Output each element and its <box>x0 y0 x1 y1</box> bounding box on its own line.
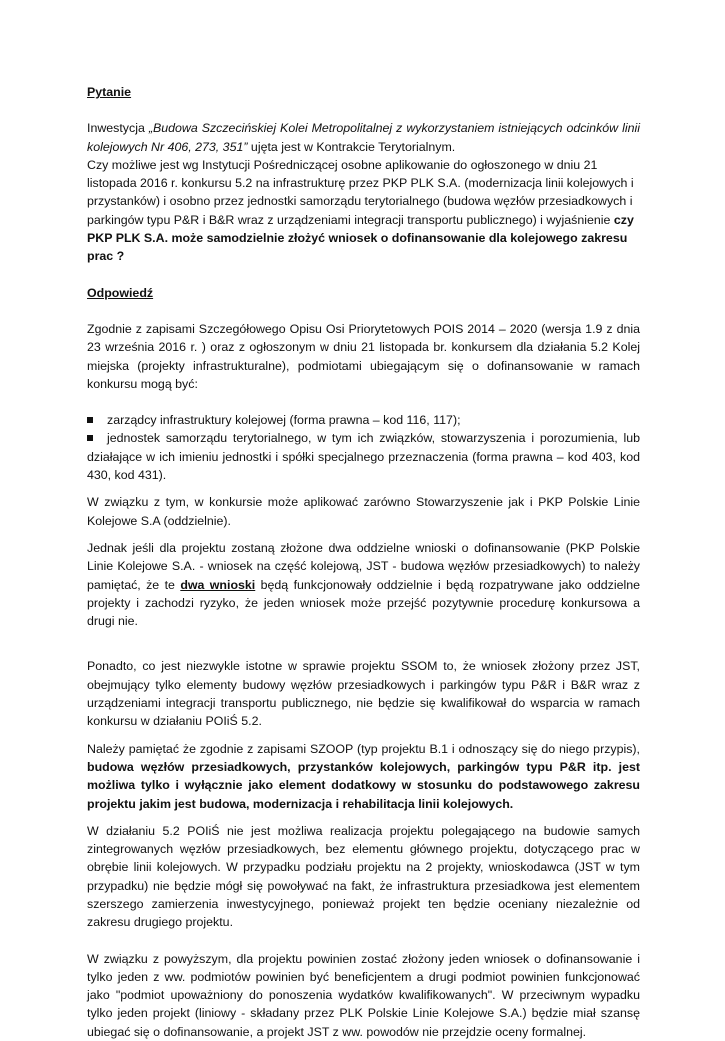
answer-heading: Odpowiedź <box>87 285 154 300</box>
answer-paragraph-3 <box>87 539 640 630</box>
answer-paragraph-2: W związku z tym, w konkursie może aplikować zarówno Stowarzyszenie jak i PKP Polskie Linie Kolejowe S.A (oddzielnie). <box>87 495 640 528</box>
list-item <box>87 429 640 484</box>
text-run: ujęta jest w Kontrakcie Terytorialnym. <box>247 139 456 154</box>
bullet-icon <box>87 417 93 423</box>
text-run: Czy możliwe jest wg Instytucji Pośredniczącej osobne aplikowanie do ogłoszonego w dniu 21 listopada 2016 r. konkursu 5.2 na infrastrukturę przez PKP PLK S.A. (modernizacja linii kolejowych i przystanków) i osobno przez jednostki samorządu terytorialnego (budowa węzłów przesiadkowych i parkingów typu P&R i B&R wraz z urządzeniami integracji transportu publicznego) i wyjaśnienie <box>87 157 634 227</box>
list-item <box>87 411 640 429</box>
answer-paragraph-5 <box>87 740 640 813</box>
question-paragraph-1 <box>87 119 640 156</box>
text-run: Należy pamiętać że zgodnie z zapisami SZOOP (typ projektu B.1 i odnoszący się do niego przypis), <box>87 741 640 756</box>
list-item-text: jednostek samorządu terytorialnego, w tym ich związków, stowarzyszenia i porozumienia, lub działające w ich imieniu jednostki i spółki specjalnego przeznaczenia (forma prawna – kod 403, kod 430, kod 431). <box>87 431 640 483</box>
text-run: Jednak jeśli dla projektu zostaną złożone dwa oddzielne wnioski o dofinansowanie (PKP Polskie Linie Kolejowe S.A. - wniosek na część kolejową, JST - budowa węzłów przesiadkowych) to należy pamiętać, że te <box>87 540 640 592</box>
question-bold-text: czy PKP PLK S.A. może samodzielnie złożyć wniosek o dofinansowanie dla kolejowego zakresu prac ? <box>87 212 634 264</box>
text-run: Inwestycja <box>87 121 149 136</box>
answer-paragraph-6: W działaniu 5.2 POIiŚ nie jest możliwa realizacja projektu polegającego na budowie samych zintegrowanych węzłów przesiadkowych, bez elementu głównego projektu, dotyczącego prac w obrębie linii kolejowych. W przypadku podziału projektu na 2 projekty, wnioskodawca (JST w tym przypadku) nie będzie mógł się powoływać na fakt, że infrastruktura przesiadkowa jest elementem szerszego zamierzenia inwestycyjnego, ponieważ projekt ten będzie oceniany niezależnie od zakresu drugiego projektu. <box>87 823 640 930</box>
question-paragraph-2 <box>87 156 640 266</box>
answer-paragraph-7: W związku z powyższym, dla projektu powinien zostać złożony jeden wniosek o dofinansowanie i tylko jeden z ww. podmiotów powinien być beneficjentem a drugi podmiot powinien funkcjonować jako "podmiot upoważniony do ponoszenia wydatków kwalifikowanych". W przeciwnym wypadku tylko jeden projekt (liniowy - składany przez PLK Polskie Linie Kolejowe S.A.) będzie miał szansę ubiegać się o dofinansowanie, a projekt JST z ww. powodów nie przejdzie oceny formalnej. <box>87 951 640 1039</box>
bold-text: budowa węzłów przesiadkowych, przystanków kolejowych, parkingów typu P&R itp. jest możliwa tylko i wyłącznie jako element dodatkowy w stosunku do podstawowego zakresu projektu jakim jest budowa, modernizacja i rehabilitacja linii kolejowych. <box>87 759 640 811</box>
underlined-bold-text: dwa wnioski <box>180 577 256 592</box>
document-page <box>87 83 640 1041</box>
text-run: będą funkcjonowały oddzielnie i będą rozpatrywane jako oddzielne projekty i zachodzi ryzyko, że jeden wniosek może przejść pozytywnie procedurę konkursowa a drugi nie. <box>87 577 641 629</box>
list-item-text: zarządcy infrastruktury kolejowej (forma prawna – kod 116, 117); <box>107 413 461 428</box>
bullet-icon <box>87 435 93 441</box>
project-title: „Budowa Szczecińskiej Kolei Metropolitalnej z wykorzystaniem istniejących odcinków linii kolejowych Nr 406, 273, 351” <box>87 121 640 154</box>
question-heading: Pytanie <box>87 85 132 99</box>
answer-paragraph-4: Ponadto, co jest niezwykle istotne w sprawie projektu SSOM to, że wniosek złożony przez JST, obejmujący tylko elementy budowy węzłów przesiadkowych i parkingów typu P&R i B&R wraz z urządzeniami integracji transportu publicznego, nie będzie się kwalifikował do wsparcia w ramach konkursu w działaniu POIiŚ 5.2. <box>87 659 640 729</box>
answer-paragraph-1: Zgodnie z zapisami Szczegółowego Opisu Osi Priorytetowych POIS 2014 – 2020 (wersja 1.9 z dnia 23 września 2016 r. ) oraz z ogłoszonym w dniu 21 listopada br. konkursem dla działania 5.2 Kolej miejska (projekty infrastrukturalne), podmiotami ubiegającym się o dofinansowanie w ramach konkursu mogą być: <box>87 321 640 391</box>
